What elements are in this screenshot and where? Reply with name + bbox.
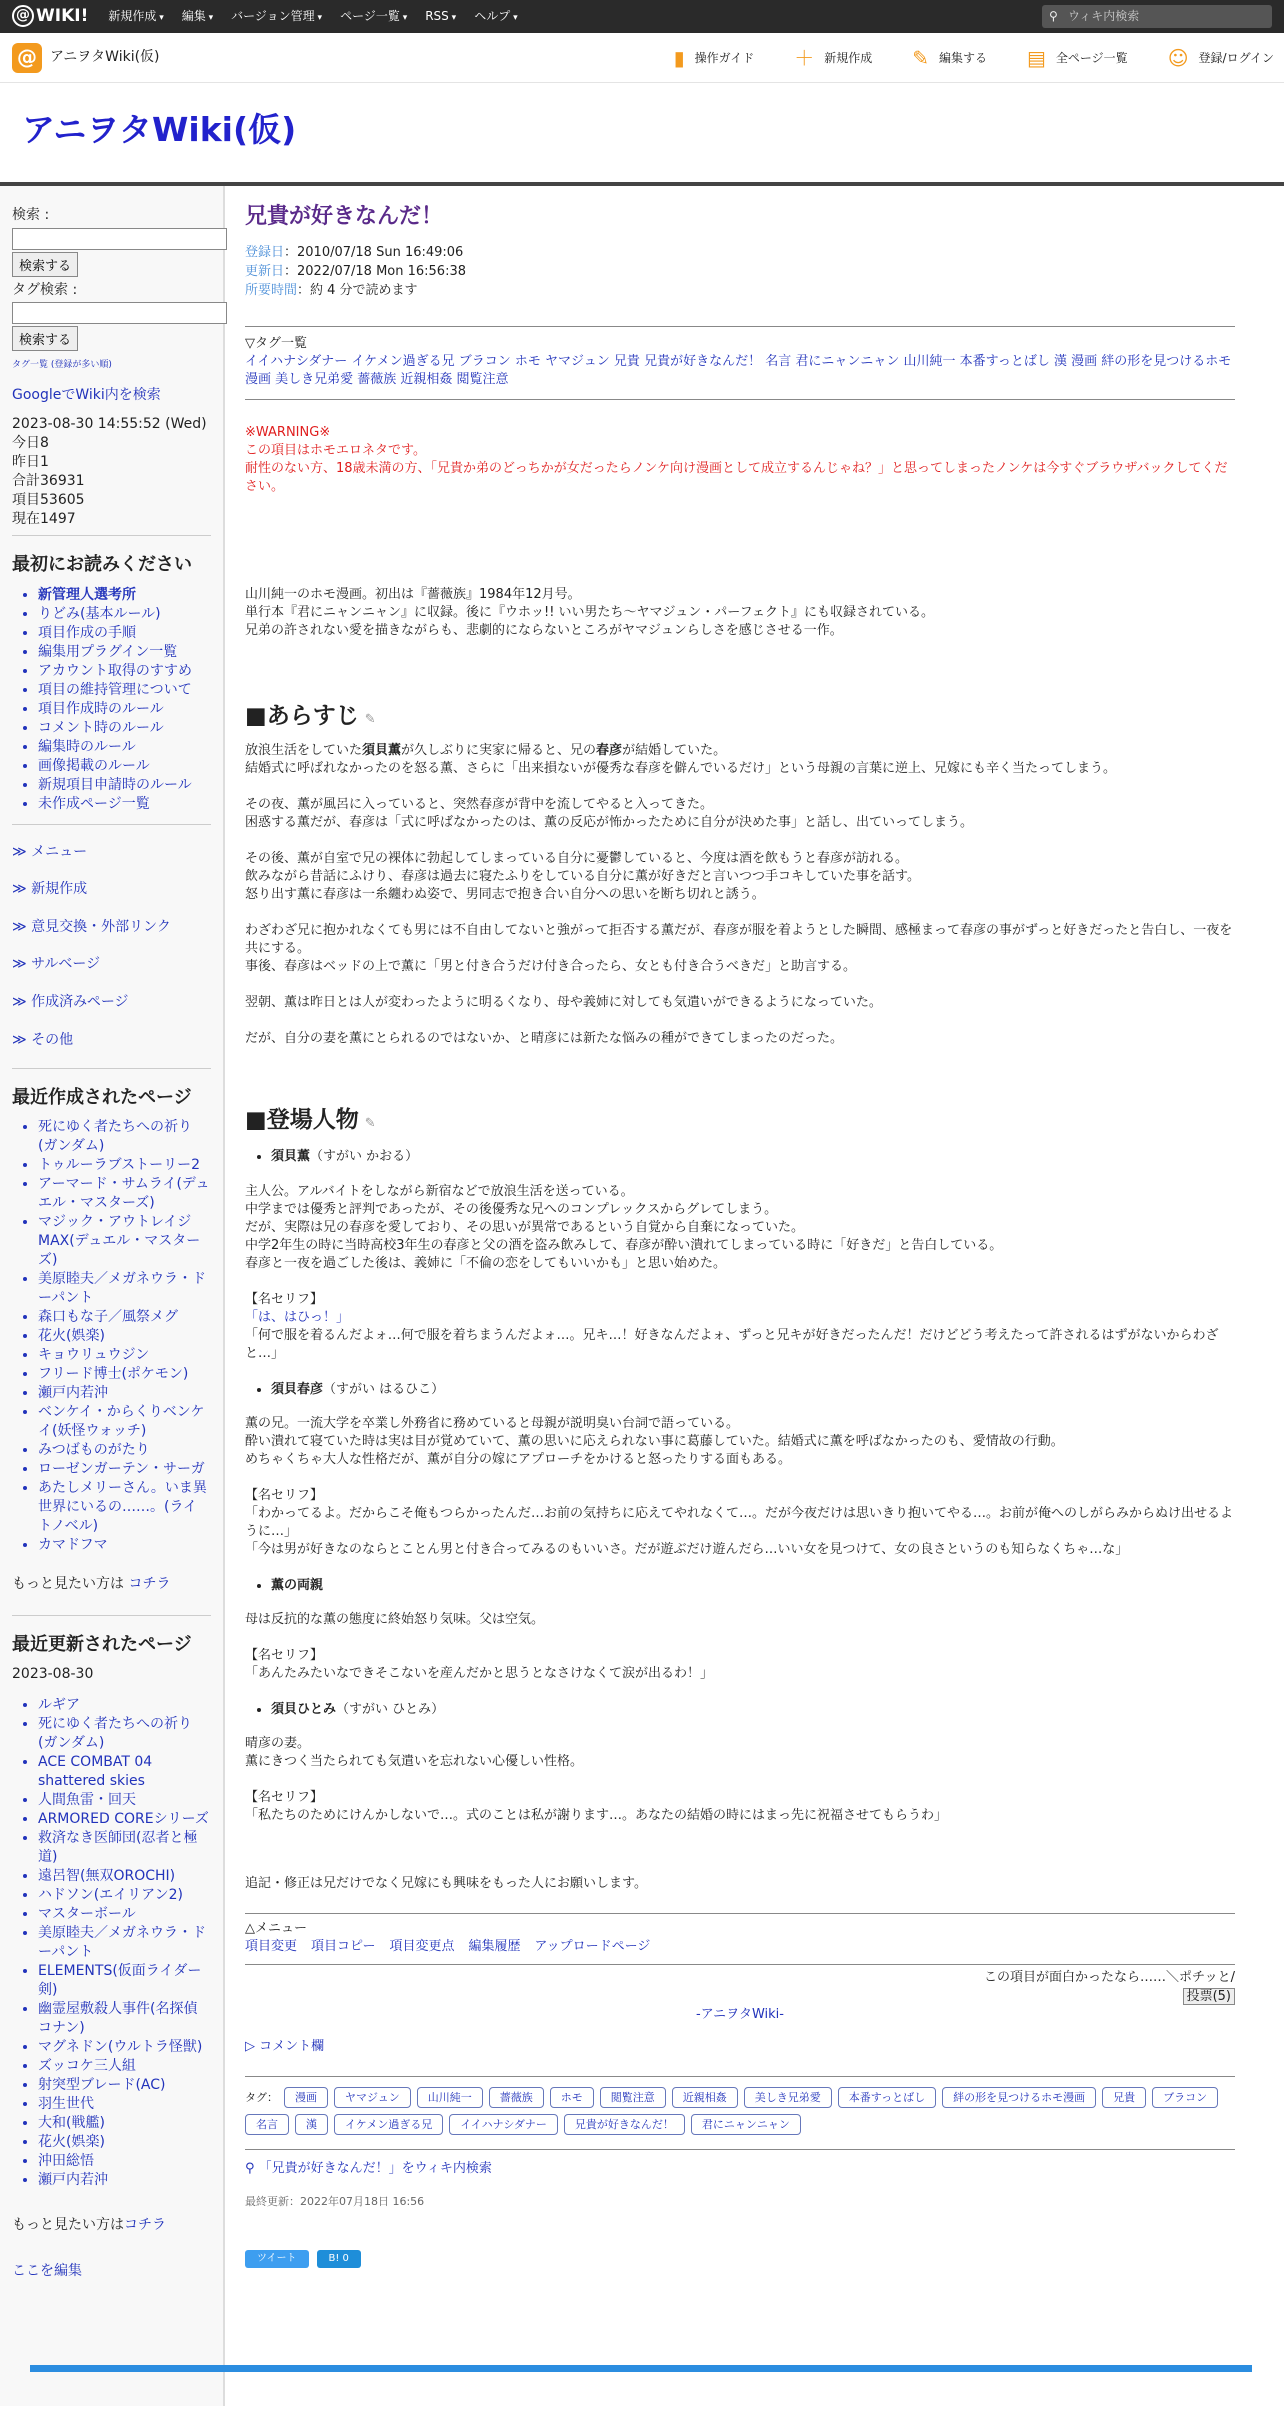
- recent-created-item[interactable]: • アーマード・サムライ(デュエル・マスターズ): [38, 1175, 211, 1213]
- edit-pen-icon[interactable]: ✎: [364, 711, 376, 727]
- tag-search-label: タグ検索 :: [12, 281, 78, 298]
- menu-version[interactable]: バージョン管理 ▾: [231, 8, 322, 25]
- wiki-search-input[interactable]: ⚲ ウィキ内検索: [1042, 5, 1272, 28]
- hitomi-quotes: 【名セリフ】 「私たちのためにけんかしないで…。式のことは私が謝ります…。あなたの結婚の時にはまっ先に祝福させてもらうわ」: [245, 1790, 948, 1824]
- recent-created-item[interactable]: • 瀬戸内若沖: [38, 1384, 211, 1403]
- haruhiko-desc: 薫の兄。一流大学を卒業し外務省に務めていると母親が説明臭い台詞で語っている。 酔い潰れて寝ていた時は実は目が覚めていて、薫の思いに応えられない事に葛藤していた。結婚式に薫を呼ばなかったのも、愛情故の行動。 めちゃくちゃ大人な性格だが、薫が自分の嫁にアプローチをかけると怒ったりする面もある。: [245, 1415, 1064, 1467]
- read-time: 所要時間：約 4 分で読めます: [245, 282, 418, 298]
- characters-heading: ■登場人物 ✎: [245, 1107, 376, 1134]
- page-menu-links: [245, 1938, 1235, 1956]
- recent-updated-item[interactable]: • ハドソン(エイリアン2): [38, 1886, 211, 1905]
- recent-created-item[interactable]: • 死にゆく者たちへの祈り(ガンダム): [38, 1118, 211, 1156]
- tag-badge[interactable]: ブラコン: [1152, 2087, 1218, 2108]
- page-title[interactable]: 兄貴が好きなんだ！: [245, 204, 444, 229]
- recent-updated-item[interactable]: • 瀬戸内若沖: [38, 2171, 211, 2190]
- recent-created-heading: 最近作成されたページ: [12, 1087, 192, 1109]
- site-name[interactable]: @ アニヲタWiki(仮): [12, 43, 160, 73]
- recent-updated-heading: 最近更新されたページ: [12, 1633, 192, 1655]
- stat-date: 2023-08-30 14:55:52 (Wed): [12, 416, 207, 433]
- synopsis-heading: ■あらすじ ✎: [245, 702, 376, 729]
- page-menu-link[interactable]: 項目変更点: [389, 1939, 455, 1955]
- access-stats: [12, 415, 211, 529]
- recent-created-item[interactable]: • トゥルーラブストーリー2: [38, 1156, 211, 1175]
- kaoru-quotes: 【名セリフ】 「は、はひっ！」 「何で服を着るんだよォ…何で服を着ちまうんだよォ…。兄キ…！好きなんだよォ、ずっと兄キが好きだったんだ！だけどどう考えたって許されるはずがないからわざと…」: [245, 1291, 1219, 1361]
- warning-box: [245, 424, 1235, 496]
- tag-badge[interactable]: 薔薇族: [489, 2087, 544, 2108]
- recent-updated-item[interactable]: • 大和(戦艦): [38, 2114, 211, 2133]
- haruhiko-quotes: 【名セリフ】 「わかってるよ。だからこそ俺もつらかったんだ…お前の気持ちに応えてやれなくて…。だが今夜だけは思いきり抱いてやる…。お前が俺へのしがらみからぬけ出せるように…」 「今は男が好きなのならとことん男と付き合ってみるのもいいさ。だが遊ぶだけ遊んだら…いい女を見つけて、女の良さというのも知らなくちゃ…な」: [245, 1487, 1234, 1557]
- recent-created-item[interactable]: • キョウリュウジン: [38, 1346, 211, 1365]
- sidebar-section-link[interactable]: ≫ 作成済みページ: [12, 993, 129, 1010]
- site-toolbar: [0, 33, 1284, 83]
- more-text-1: もっと見たい方は: [12, 1576, 124, 1593]
- tag-badge[interactable]: 兄貴: [1102, 2087, 1146, 2108]
- recent-created-item[interactable]: • 花火(娯楽): [38, 1327, 211, 1346]
- kaoru-desc: 主人公。アルバイトをしながら新宿などで放浪生活を送っている。 中学までは優秀と評判であったが、その後優秀な兄へのコンプレックスからグレてしまう。 だが、実際は兄の春彦を愛しており、その思いが異常であるという自覚から自棄になっていた。 中学2年生の時に当時高校3年生の春彦と父の酒を盗み飲みして、春彦が酔い潰れてしまっている時に「好きだ」と告白している。 春彦と一夜を過ごした後は、義姉に「不倫の恋をしてもいいかも」と思い始めた。: [245, 1183, 1003, 1271]
- tag-badge[interactable]: 漢: [295, 2114, 328, 2135]
- search-icon: ⚲: [245, 2161, 259, 2177]
- tag-badge[interactable]: ホモ: [550, 2087, 594, 2108]
- site-badge-icon: @: [12, 43, 42, 73]
- tag-badge[interactable]: イイハナシダナー: [449, 2114, 558, 2135]
- recent-created-item[interactable]: • ベンケイ・からくりベンケイ(妖怪ウォッチ): [38, 1403, 211, 1441]
- parents-desc: 母は反抗的な薫の態度に終始怒り気味。父は空気。: [245, 1611, 545, 1627]
- top-nav-bar: [0, 0, 1284, 33]
- recent-created-item[interactable]: • 美原睦夫／メガネウラ・ドーパント: [38, 1270, 211, 1308]
- recent-created-list: [12, 1118, 211, 1555]
- document-icon: ▤: [1027, 46, 1046, 70]
- first-read-item[interactable]: • コメント時のルール: [38, 719, 211, 738]
- recent-updated-item[interactable]: • ルギア: [38, 1696, 211, 1715]
- warning-line-1: この項目はホモエロネタです。: [245, 442, 426, 458]
- stat-today: 今日8: [12, 435, 49, 452]
- character-kaoru: • 須貝薫（すがい かおる）: [271, 1148, 1235, 1166]
- plus-icon: ＋: [794, 46, 815, 70]
- tag-badge[interactable]: 本番すっとばし: [838, 2087, 936, 2108]
- sidebar-section-link[interactable]: ≫ サルベージ: [12, 956, 101, 973]
- menu-help[interactable]: ヘルプ ▾: [474, 8, 517, 25]
- menu-new[interactable]: 新規作成 ▾: [108, 8, 163, 25]
- warning-line-2: 耐性のない方、18歳未満の方、「兄貴か弟のどっちかが女だったらノンケ向け漫画として成立するんじゃね？」と思ってしまったノンケは今すぐブラウザバックしてください。: [245, 460, 1228, 494]
- recent-created-item[interactable]: • マジック・アウトレイジMAX(デュエル・マスターズ): [38, 1213, 211, 1270]
- synopsis-para-5: 翌朝、薫は昨日とは人が変わったように明るくなり、母や義姉に対しても気遣いができるようになっていた。: [245, 995, 882, 1011]
- wiki-logo[interactable]: @ WIKI!: [12, 5, 88, 29]
- recent-created-item[interactable]: • ローゼンガーテン・サーガ: [38, 1460, 211, 1479]
- menu-edit[interactable]: 編集 ▾: [182, 8, 213, 25]
- sidebar-sections: [12, 843, 211, 1051]
- search-this-link[interactable]: ⚲ 「兄貴が好きなんだ！」をウィキ内検索: [245, 2161, 492, 2177]
- sidebar-search-input[interactable]: [12, 228, 227, 250]
- synopsis-para-1: 放浪生活をしていた須貝薫が久しぶりに実家に帰ると、兄の春彦が結婚していた。 結婚式に呼ばれなかったのを怒る薫、さらに「出来損ないが優秀な春彦を僻んでいるだけ」という母親の言葉に逆上、兄嫁にも辛く当たってしまう。: [245, 743, 1117, 777]
- page-menu-link[interactable]: 項目変更: [245, 1939, 298, 1955]
- first-read-item[interactable]: • 未作成ページ一覧: [38, 795, 211, 814]
- new-page-button[interactable]: ＋ 新規作成: [794, 46, 873, 70]
- tag-badge[interactable]: 美しき兄弟愛: [744, 2087, 832, 2108]
- tag-badge[interactable]: ヤマジュン: [334, 2087, 411, 2108]
- site-title[interactable]: アニヲタWiki(仮): [22, 110, 297, 149]
- intro: 山川純一のホモ漫画。初出は『薔薇族』1984年12月号。 単行本『君にニャンニャン』に収録。後に『ウホッ!! いい男たち〜ヤマジュン・パーフェクト』にも収録されている。 兄弟の許されない愛を描きながらも、悲劇的にならないところがヤマジュンらしさを感じさせる一作。: [245, 586, 934, 638]
- footer-bar: [30, 2365, 1252, 2372]
- recent-updated-item[interactable]: • ACE COMBAT 04 shattered skies: [38, 1753, 211, 1791]
- tag-badge[interactable]: 閲覧注意: [600, 2087, 666, 2108]
- user-add-icon: ☺: [1167, 46, 1189, 70]
- updated-date-main: 更新日：2022/07/18 Mon 16:56:38: [245, 263, 467, 279]
- recent-updated-item[interactable]: • 沖田総悟: [38, 2152, 211, 2171]
- recent-updated-item[interactable]: • 死にゆく者たちへの祈り(ガンダム): [38, 1715, 211, 1753]
- synopsis-para-2: その夜、薫が風呂に入っていると、突然春彦が背中を流してやると入ってきた。 困惑する薫だが、春彦は「式に呼ばなかったのは、薫の反応が怖かったために自分が決めた事」と話し、出ていってしまう。: [245, 797, 974, 831]
- tag-badge[interactable]: 君にニャンニャン: [691, 2114, 801, 2135]
- page-menu-link[interactable]: 編集履歴: [468, 1939, 521, 1955]
- tweet-button[interactable]: ツイート: [245, 2250, 309, 2268]
- main-content: [225, 186, 1255, 2406]
- first-read-item[interactable]: • 新規項目申請時のルール: [38, 776, 211, 795]
- synopsis-para-6: だが、自分の妻を薫にとられるのではないか、と晴彦には新たな悩みの種ができてしまったのだった。: [245, 1031, 844, 1047]
- first-read-item[interactable]: • 項目作成時のルール: [38, 700, 211, 719]
- tag-list-link[interactable]: タグ一覧 (登録が多い順): [12, 360, 112, 371]
- all-pages-button[interactable]: ▤ 全ページ一覧: [1027, 46, 1128, 70]
- synopsis-para-4: わざわざ兄に抱かれなくても男には不自由してないと強がって拒否する薫だが、春彦が服を着ようとした瞬間、感極まって春彦の事がずっと好きだったと告白し、一夜を共にする。 事後、春彦はベッドの上で薫に「男と付き合うだけ付き合ったら、女とも付き合うべきだ」と助言する。: [245, 923, 1233, 975]
- recent-updated-item[interactable]: • ELEMENTS(仮面ライダー剣): [38, 1962, 211, 2000]
- menu-pages[interactable]: ページ一覧 ▾: [340, 8, 407, 25]
- sidebar-section-link[interactable]: ≫ 新規作成: [12, 881, 88, 898]
- stat-items: 項目53605: [12, 492, 85, 509]
- recent-updated-list: [12, 1696, 211, 2190]
- tag-badge[interactable]: 漫画: [284, 2087, 328, 2108]
- recent-updated-item[interactable]: • 人間魚雷・回天: [38, 1791, 211, 1810]
- recent-updated-item[interactable]: • 美原睦夫／メガネウラ・ドーパント: [38, 1924, 211, 1962]
- recent-updated-item[interactable]: • 射突型ブレード(AC): [38, 2076, 211, 2095]
- search-icon: ⚲: [1049, 9, 1058, 23]
- first-read-item[interactable]: • 画像掲載のルール: [38, 757, 211, 776]
- first-read-heading: 最初にお読みください: [12, 554, 192, 576]
- page-menu-link[interactable]: 項目コピー: [311, 1939, 376, 1955]
- search-label: 検索 :: [12, 207, 50, 223]
- recent-updated-item[interactable]: • 花火(娯楽): [38, 2133, 211, 2152]
- stat-total: 合計36931: [12, 473, 85, 490]
- more-text-2: もっと見たい方は: [12, 2217, 124, 2234]
- first-read-item[interactable]: • りどみ(基本ルール): [38, 605, 211, 624]
- pencil-icon: ✎: [912, 46, 929, 70]
- tag-badge[interactable]: 山川純一: [417, 2087, 483, 2108]
- tag-prefix: タグ：: [245, 2091, 278, 2105]
- sidebar-section-link[interactable]: ≫ その他: [12, 1031, 74, 1048]
- recent-updated-item[interactable]: • ズッコケ三人組: [38, 2057, 211, 2076]
- first-read-item[interactable]: • 項目の維持管理について: [38, 681, 211, 700]
- like-text: この項目が面白かったなら……＼ポチッと/: [984, 1970, 1235, 1986]
- book-icon: ▮: [673, 46, 685, 70]
- first-read-item[interactable]: • 編集時のルール: [38, 738, 211, 757]
- first-read-item[interactable]: • 項目作成の手順: [38, 624, 211, 643]
- recent-updated-item[interactable]: • マグネドン(ウルトラ怪獣): [38, 2038, 211, 2057]
- inline-tags[interactable]: イイハナシダナー イケメン過ぎる兄 ブラコン ホモ ヤマジュン 兄貴 兄貴が好きなんだ！ 名言 君にニャンニャン 山川純一 本番すっとばし 漢 漫画 絆の形を見つけるホモ漫画 美しき兄弟愛 薔薇族 近親相姦 閲覧注意: [245, 353, 1232, 387]
- google-search-link[interactable]: GoogleでWiki内を検索: [12, 386, 161, 403]
- warning-title: ※WARNING※: [245, 424, 331, 440]
- more-link-2[interactable]: コチラ: [124, 2217, 166, 2234]
- first-read-item[interactable]: • 新管理人選考所: [38, 586, 211, 605]
- stat-yesterday: 昨日1: [12, 454, 49, 471]
- tag-search-input[interactable]: [12, 302, 227, 324]
- closing-note: 追記・修正は兄だけでなく兄嫁にも興味をもった人にお願いします。: [245, 1876, 647, 1892]
- first-read-list: [12, 586, 211, 814]
- tag-badge[interactable]: 名言: [245, 2114, 289, 2135]
- sidebar-section-link[interactable]: ≫ 意見交換・外部リンク: [12, 918, 171, 935]
- menu-rss[interactable]: RSS ▾: [425, 8, 456, 25]
- sidebar-section-link[interactable]: ≫ メニュー: [12, 843, 88, 860]
- tag-list-heading: ▽タグ一覧: [245, 335, 307, 351]
- recent-updated-item[interactable]: • 救済なき医師団(忍者と極道): [38, 1829, 211, 1867]
- edit-button[interactable]: ✎ 編集する: [912, 46, 988, 70]
- page-menu-link[interactable]: アップロードページ: [534, 1939, 651, 1955]
- synopsis-para-3: その後、薫が自室で兄の裸体に勃起してしまっている自分に憂鬱していると、今度は酒を飲もうと春彦が訪れる。 飲みながら昔話にふけり、春彦は過去に寝たふりをしている自分に薫が好きだと言いつつ手コキしていた事を話す。 怒り出す薫に春彦は一糸纏わぬ姿で、男同志で抱き合い自分への思いを断ち切れと誘う。: [245, 851, 920, 903]
- parents-quotes: 【名セリフ】 「あんたみたいなできそこないを産んだかと思うとなさけなくて涙が出るわ！」: [245, 1647, 714, 1681]
- guide-button[interactable]: ▮ 操作ガイド: [673, 46, 755, 70]
- comment-toggle[interactable]: ▷ コメント欄: [245, 2039, 325, 2055]
- edit-sidebar-link[interactable]: ここを編集: [12, 2262, 82, 2279]
- recent-created-item[interactable]: • 森口もな子／風祭メグ: [38, 1308, 211, 1327]
- sidebar: [0, 186, 225, 2406]
- recent-created-item[interactable]: • あたしメリーさん。いま異世界にいるの……。(ライトノベル): [38, 1479, 211, 1536]
- site-banner: [0, 83, 1284, 186]
- more-link-1[interactable]: コチラ: [128, 1576, 171, 1593]
- edit-pen-icon[interactable]: ✎: [364, 1116, 376, 1132]
- first-read-item[interactable]: • 編集用プラグイン一覧: [38, 643, 211, 662]
- recent-updated-item[interactable]: • 遠呂智(無双OROCHI): [38, 1867, 211, 1886]
- hitomi-desc: 晴彦の妻。 薫にきつく当たられても気遣いを忘れない心優しい性格。: [245, 1736, 584, 1770]
- recent-updated-item[interactable]: • ARMORED COREシリーズ: [38, 1810, 211, 1829]
- sidebar-search-button[interactable]: 検索する: [12, 252, 78, 277]
- recent-created-item[interactable]: • カマドフマ: [38, 1536, 211, 1555]
- tag-badges: [245, 2087, 1235, 2135]
- first-read-item[interactable]: • アカウント取得のすすめ: [38, 662, 211, 681]
- tag-badge[interactable]: 近親相姦: [672, 2087, 738, 2108]
- updated-date: 2023-08-30: [12, 1666, 94, 1683]
- tag-badge[interactable]: イケメン過ぎる兄: [334, 2114, 443, 2135]
- menu-label: △メニュー: [245, 1921, 307, 1937]
- registered-date: 登録日：2010/07/18 Sun 16:49:06: [245, 244, 464, 260]
- wiki-sign: -アニヲタWiki-: [696, 2006, 784, 2022]
- character-parents: • 薫の両親: [271, 1577, 1235, 1595]
- recent-created-item[interactable]: • フリード博士(ポケモン): [38, 1365, 211, 1384]
- tag-badge[interactable]: 絆の形を見つけるホモ漫画: [942, 2087, 1096, 2108]
- vote-button[interactable]: 投票(5): [1183, 1988, 1235, 2005]
- stat-current: 現在1497: [12, 511, 76, 528]
- recent-updated-item[interactable]: • 幽霊屋敷殺人事件(名探偵コナン): [38, 2000, 211, 2038]
- character-hitomi: • 須貝ひとみ（すがい ひとみ）: [271, 1701, 1235, 1719]
- login-button[interactable]: ☺ 登録/ログイン: [1167, 46, 1274, 70]
- recent-created-item[interactable]: • みつばものがたり: [38, 1441, 211, 1460]
- character-haruhiko: • 須貝春彦（すがい はるひこ）: [271, 1381, 1235, 1399]
- tag-badge[interactable]: 兄貴が好きなんだ！: [564, 2114, 685, 2135]
- hatena-bookmark-button[interactable]: B! 0: [317, 2250, 361, 2268]
- recent-updated-item[interactable]: • マスターボール: [38, 1905, 211, 1924]
- recent-updated-item[interactable]: • 羽生世代: [38, 2095, 211, 2114]
- share-buttons: [245, 2250, 1235, 2268]
- last-update: 最終更新：2022年07月18日 16:56: [245, 2195, 425, 2209]
- tag-search-button[interactable]: 検索する: [12, 326, 78, 351]
